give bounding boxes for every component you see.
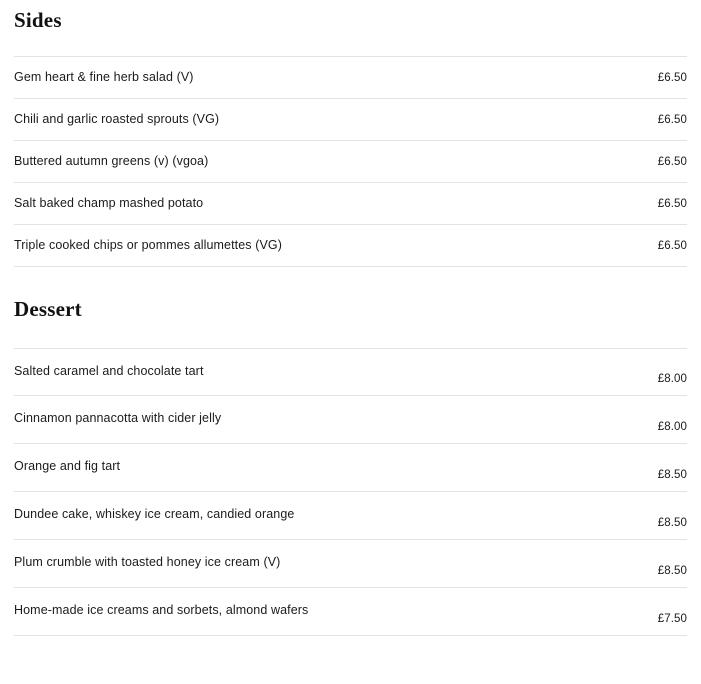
menu-item-name: Triple cooked chips or pommes allumettes (VG) bbox=[14, 238, 283, 252]
menu-item bbox=[14, 444, 687, 492]
menu-item bbox=[14, 588, 687, 636]
menu-item-name: Dundee cake, whiskey ice cream, candied orange bbox=[14, 507, 295, 521]
menu-item bbox=[14, 492, 687, 540]
menu-item-price: £7.50 bbox=[657, 613, 687, 625]
menu-item-price: £6.50 bbox=[657, 72, 687, 84]
menu-item-name: Gem heart & fine herb salad (V) bbox=[14, 70, 194, 84]
menu-item bbox=[14, 348, 687, 396]
menu-item-price: £8.50 bbox=[657, 565, 687, 577]
menu-item-name: Buttered autumn greens (v) (vgoa) bbox=[14, 154, 209, 168]
menu-item-name: Chili and garlic roasted sprouts (VG) bbox=[14, 112, 220, 126]
menu-item-price: £8.00 bbox=[657, 373, 687, 385]
menu-item bbox=[14, 396, 687, 444]
section-title-sides: Sides bbox=[14, 8, 62, 32]
menu-item-price: £6.50 bbox=[657, 198, 687, 210]
menu-item-name: Home-made ice creams and sorbets, almond wafers bbox=[14, 603, 309, 617]
menu-item-name: Salted caramel and chocolate tart bbox=[14, 364, 204, 378]
menu-item-price: £8.50 bbox=[657, 469, 687, 481]
section-title-dessert: Dessert bbox=[14, 297, 82, 321]
menu-item-name: Orange and fig tart bbox=[14, 459, 121, 473]
menu-item bbox=[14, 540, 687, 588]
menu-item bbox=[14, 225, 687, 267]
menu-item-price: £6.50 bbox=[657, 156, 687, 168]
menu-item bbox=[14, 99, 687, 141]
menu-item-price: £6.50 bbox=[657, 240, 687, 252]
menu-item bbox=[14, 183, 687, 225]
menu-section-sides bbox=[0, 0, 701, 267]
menu-item-name: Salt baked champ mashed potato bbox=[14, 196, 204, 210]
menu-item-price: £6.50 bbox=[657, 114, 687, 126]
menu-item bbox=[14, 141, 687, 183]
menu-section-dessert bbox=[0, 267, 701, 636]
menu-item-list-sides bbox=[0, 56, 701, 267]
menu-item bbox=[14, 56, 687, 99]
menu-item-price: £8.00 bbox=[657, 421, 687, 433]
menu-item-list-dessert bbox=[0, 348, 701, 636]
menu-item-price: £8.50 bbox=[657, 517, 687, 529]
menu-item-name: Plum crumble with toasted honey ice cream (V) bbox=[14, 555, 281, 569]
menu-item-name: Cinnamon pannacotta with cider jelly bbox=[14, 411, 222, 425]
